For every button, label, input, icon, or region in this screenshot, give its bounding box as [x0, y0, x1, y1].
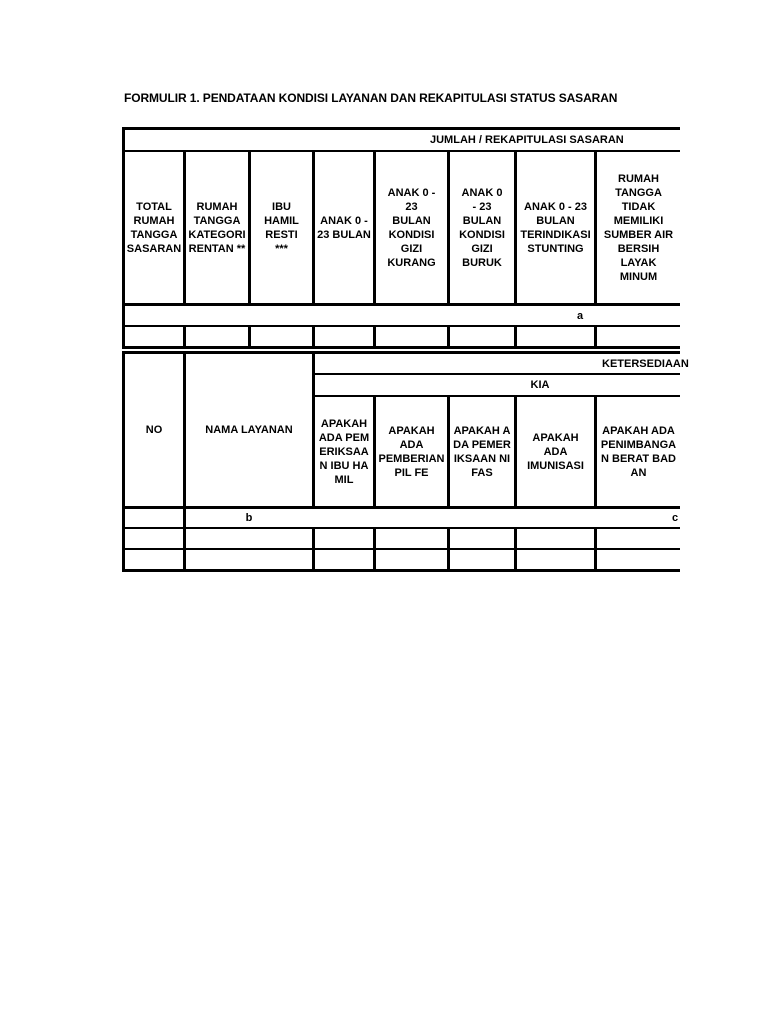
- table-row: [125, 550, 680, 569]
- col-penimbangan: APAKAH ADA PENIMBANGAN BERAT BADAN: [600, 424, 677, 479]
- code-b: b: [245, 512, 253, 524]
- code-a: a: [576, 309, 584, 322]
- col-air-bersih: RUMAH TANGGA TIDAK MEMILIKI SUMBER AIR BERSIH LAYAK MINUM: [603, 172, 674, 283]
- col-pemeriksaan-nifas: APAKAH ADA PEMERIKSAAN NIFAS: [453, 424, 511, 479]
- header-no: NO: [145, 424, 163, 436]
- col-total-rumah-tangga: TOTAL RUMAH TANGGA SASARAN: [126, 200, 182, 255]
- col-rumah-tangga-rentan: RUMAH TANGGA KATEGORI RENTAN **: [188, 200, 246, 255]
- col-ibu-hamil-resti: IBU HAMIL RESTI ***: [264, 200, 299, 255]
- table-row: [125, 327, 680, 346]
- col-stunting: ANAK 0 - 23 BULAN TERINDIKASI STUNTING: [520, 200, 591, 255]
- table-row: [125, 529, 680, 548]
- group-header-jumlah: JUMLAH / REKAPITULASI SASARAN: [430, 134, 624, 146]
- col-imunisasi: APAKAH ADA IMUNISASI: [527, 431, 584, 472]
- col-gizi-buruk: ANAK 0 - 23 BULAN KONDISI GIZI BURUK: [459, 186, 505, 269]
- form-title: FORMULIR 1. PENDATAAN KONDISI LAYANAN DAN REKAPITULASI STATUS SASARAN: [124, 91, 618, 105]
- header-nama-layanan: NAMA LAYANAN: [205, 424, 293, 436]
- col-gizi-kurang: ANAK 0 - 23 BULAN KONDISI GIZI KURANG: [387, 186, 436, 269]
- subgroup-kia: KIA: [530, 379, 550, 391]
- col-pil-fe: APAKAH ADA PEMBERIAN PIL FE: [378, 424, 445, 479]
- col-pemeriksaan-ibu-hamil: APAKAH ADA PEMERIKSAAN IBU HAMIL: [318, 417, 370, 486]
- code-c: c: [672, 512, 679, 524]
- group-header-ketersediaan: KETERSEDIAAN: [602, 357, 689, 370]
- col-anak-0-23: ANAK 0 - 23 BULAN: [317, 214, 371, 241]
